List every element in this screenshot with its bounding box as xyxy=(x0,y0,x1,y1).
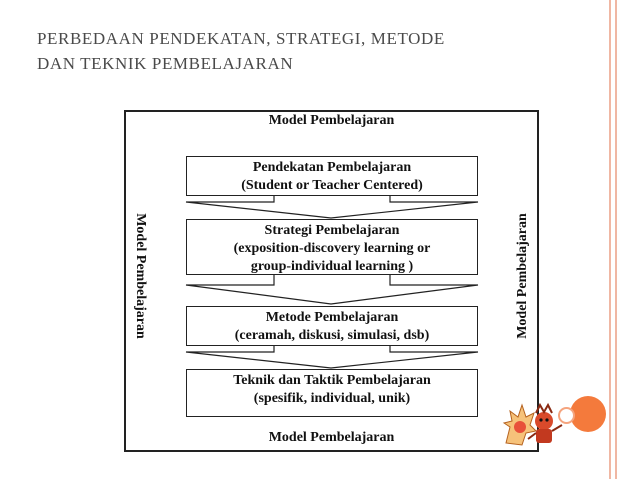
arrow-down-icon xyxy=(124,196,539,220)
slide-title xyxy=(37,26,597,76)
box-metode xyxy=(186,306,478,346)
cartoon-mascot-icon xyxy=(500,397,570,447)
frame-label-top: Model Pembelajaran xyxy=(268,113,395,128)
decorative-orange-circle xyxy=(570,396,606,432)
box-metode-line-2: (ceramah, diskusi, simulasi, dsb) xyxy=(234,328,430,343)
frame-label-right: Model Pembelajaran xyxy=(515,213,530,339)
box-strategi xyxy=(186,219,478,275)
arrow-down-icon xyxy=(124,275,539,306)
decorative-vertical-line xyxy=(615,0,617,479)
frame-label-left: Model Pembelajaran xyxy=(133,213,148,339)
box-teknik xyxy=(186,369,478,417)
box-strategi-line-1: Strategi Pembelajaran xyxy=(264,223,400,238)
box-pendekatan-line-2: (Student or Teacher Centered) xyxy=(241,178,423,193)
arrow-down-icon xyxy=(124,346,539,370)
slide-title-line-2: DAN TEKNIK PEMBELAJARAN xyxy=(37,54,294,73)
box-teknik-line-1: Teknik dan Taktik Pembelajaran xyxy=(233,373,431,388)
decorative-vertical-line xyxy=(609,0,611,479)
box-teknik-line-2: (spesifik, individual, unik) xyxy=(253,391,411,406)
box-metode-line-1: Metode Pembelajaran xyxy=(265,310,399,325)
box-strategi-line-3: group-individual learning ) xyxy=(250,259,414,274)
box-pendekatan-line-1: Pendekatan Pembelajaran xyxy=(252,160,412,175)
box-strategi-line-2: (exposition-discovery learning or xyxy=(233,241,431,256)
slide-title-line-1: PERBEDAAN PENDEKATAN, STRATEGI, METODE xyxy=(37,29,445,48)
frame-label-bottom: Model Pembelajaran xyxy=(268,430,395,445)
model-pembelajaran-diagram xyxy=(124,110,539,452)
box-pendekatan xyxy=(186,156,478,196)
